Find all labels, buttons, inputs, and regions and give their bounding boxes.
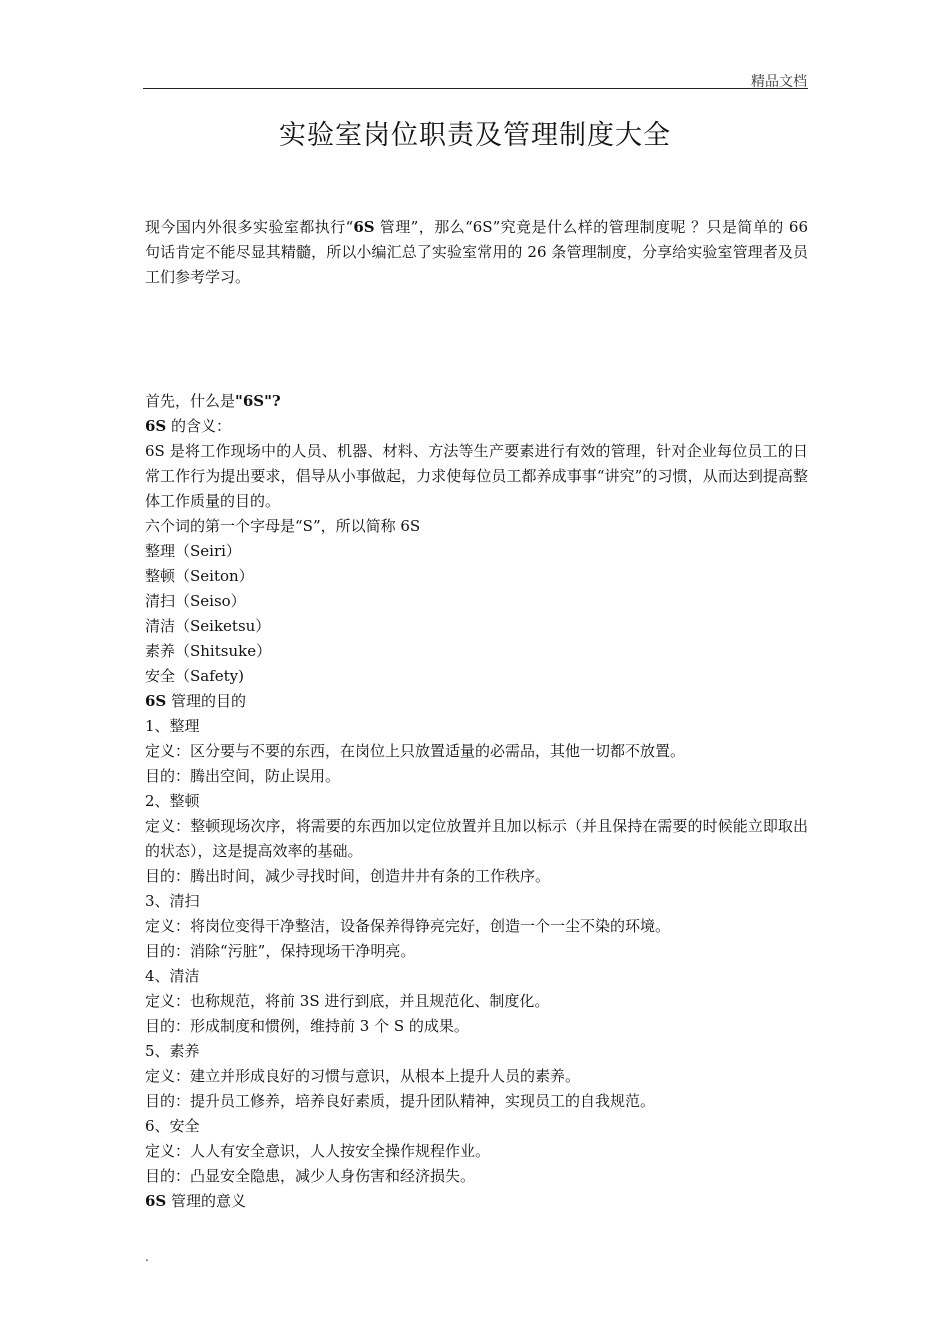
purpose-line: 6、安全 [145,1117,200,1135]
purpose-line: 定义：区分要与不要的东西，在岗位上只放置适量的必需品，其他一切都不放置。 [145,742,686,760]
purpose-line: 1、整理 [145,717,200,735]
purpose-line: 3、清扫 [145,892,200,910]
meaning-heading [145,414,808,439]
purpose-heading-bold: 6S [145,692,167,710]
purpose-line: 目的：凸显安全隐患，减少人身伤害和经济损失。 [145,1167,476,1185]
purpose-line: 定义：也称规范，将前 3S 进行到底，并且规范化、制度化。 [145,992,550,1010]
significance-heading [145,1189,808,1214]
question-bold: "6S"? [235,392,281,410]
s-item: 素养（Shitsuke） [145,642,272,660]
meaning-rest: 的含义： [166,417,232,435]
meaning-description: 6S 是将工作现场中的人员、机器、材料、方法等生产要素进行有效的管理，针对企业每位员工的日常工作行为提出要求，倡导从小事做起，力求使每位员工都养成事事“讲究”的习惯，从而达到提高整体工作质量的目的。 [145,442,808,510]
purpose-line: 定义：建立并形成良好的习惯与意识，从根本上提升人员的素养。 [145,1067,581,1085]
purpose-line: 定义：整顿现场次序，将需要的东西加以定位放置并且加以标示（并且保持在需要的时候能立即取出的状态），这是提高效率的基础。 [145,817,808,860]
document-title: 实验室岗位职责及管理制度大全 [279,120,671,151]
question-prefix: 首先，什么是 [145,392,236,410]
purpose-line: 5、素养 [145,1042,200,1060]
intro-paragraph [145,215,808,290]
purpose-line: 目的：腾出空间，防止误用。 [145,767,341,785]
s-item: 整顿（Seiton） [145,567,254,585]
s-item: 安全（Safety) [145,667,245,685]
question-line [145,389,808,414]
intro-bold: 6S [353,218,375,236]
intro-part2: 管理”，那么“6S”究竟是什么样的管理制度呢 ？只是简单的 66 句话肯定不能尽显其精髓，所以小编汇总了实验室常用的 26 条管理制度，分享给实验室管理者及员工们参考学习。 [145,218,809,286]
purpose-line: 定义：人人有安全意识，人人按安全操作规程作业。 [145,1142,491,1160]
purpose-line: 目的：形成制度和惯例，维持前 3 个 S 的成果。 [145,1017,469,1035]
six-words-line: 六个词的第一个字母是“S”，所以简称 6S [145,517,421,535]
document-body [145,389,808,1214]
purpose-line: 目的：消除“污脏”，保持现场干净明亮。 [145,942,416,960]
s-item: 整理（Seiri） [145,542,241,560]
significance-heading-bold: 6S [145,1192,167,1210]
meaning-bold: 6S [145,417,167,435]
s-item: 清扫（Seiso） [145,592,246,610]
footer-dot: . [145,1250,149,1264]
purpose-line: 2、整顿 [145,792,200,810]
header-label: 精品文档 [751,74,807,90]
s-item: 清洁（Seiketsu） [145,617,271,635]
purpose-line: 4、清洁 [145,967,200,985]
purpose-line: 定义：将岗位变得干净整洁，设备保养得铮亮完好，创造一个一尘不染的环境。 [145,917,671,935]
purpose-line: 目的：提升员工修养，培养良好素质，提升团队精神，实现员工的自我规范。 [145,1092,656,1110]
purpose-heading [145,689,808,714]
purpose-heading-rest: 管理的目的 [166,692,247,710]
purpose-line: 目的：腾出时间，减少寻找时间，创造井井有条的工作秩序。 [145,867,551,885]
significance-heading-rest: 管理的意义 [166,1192,247,1210]
intro-part1: 现今国内外很多实验室都执行“ [145,218,354,236]
header-rule [143,88,808,89]
